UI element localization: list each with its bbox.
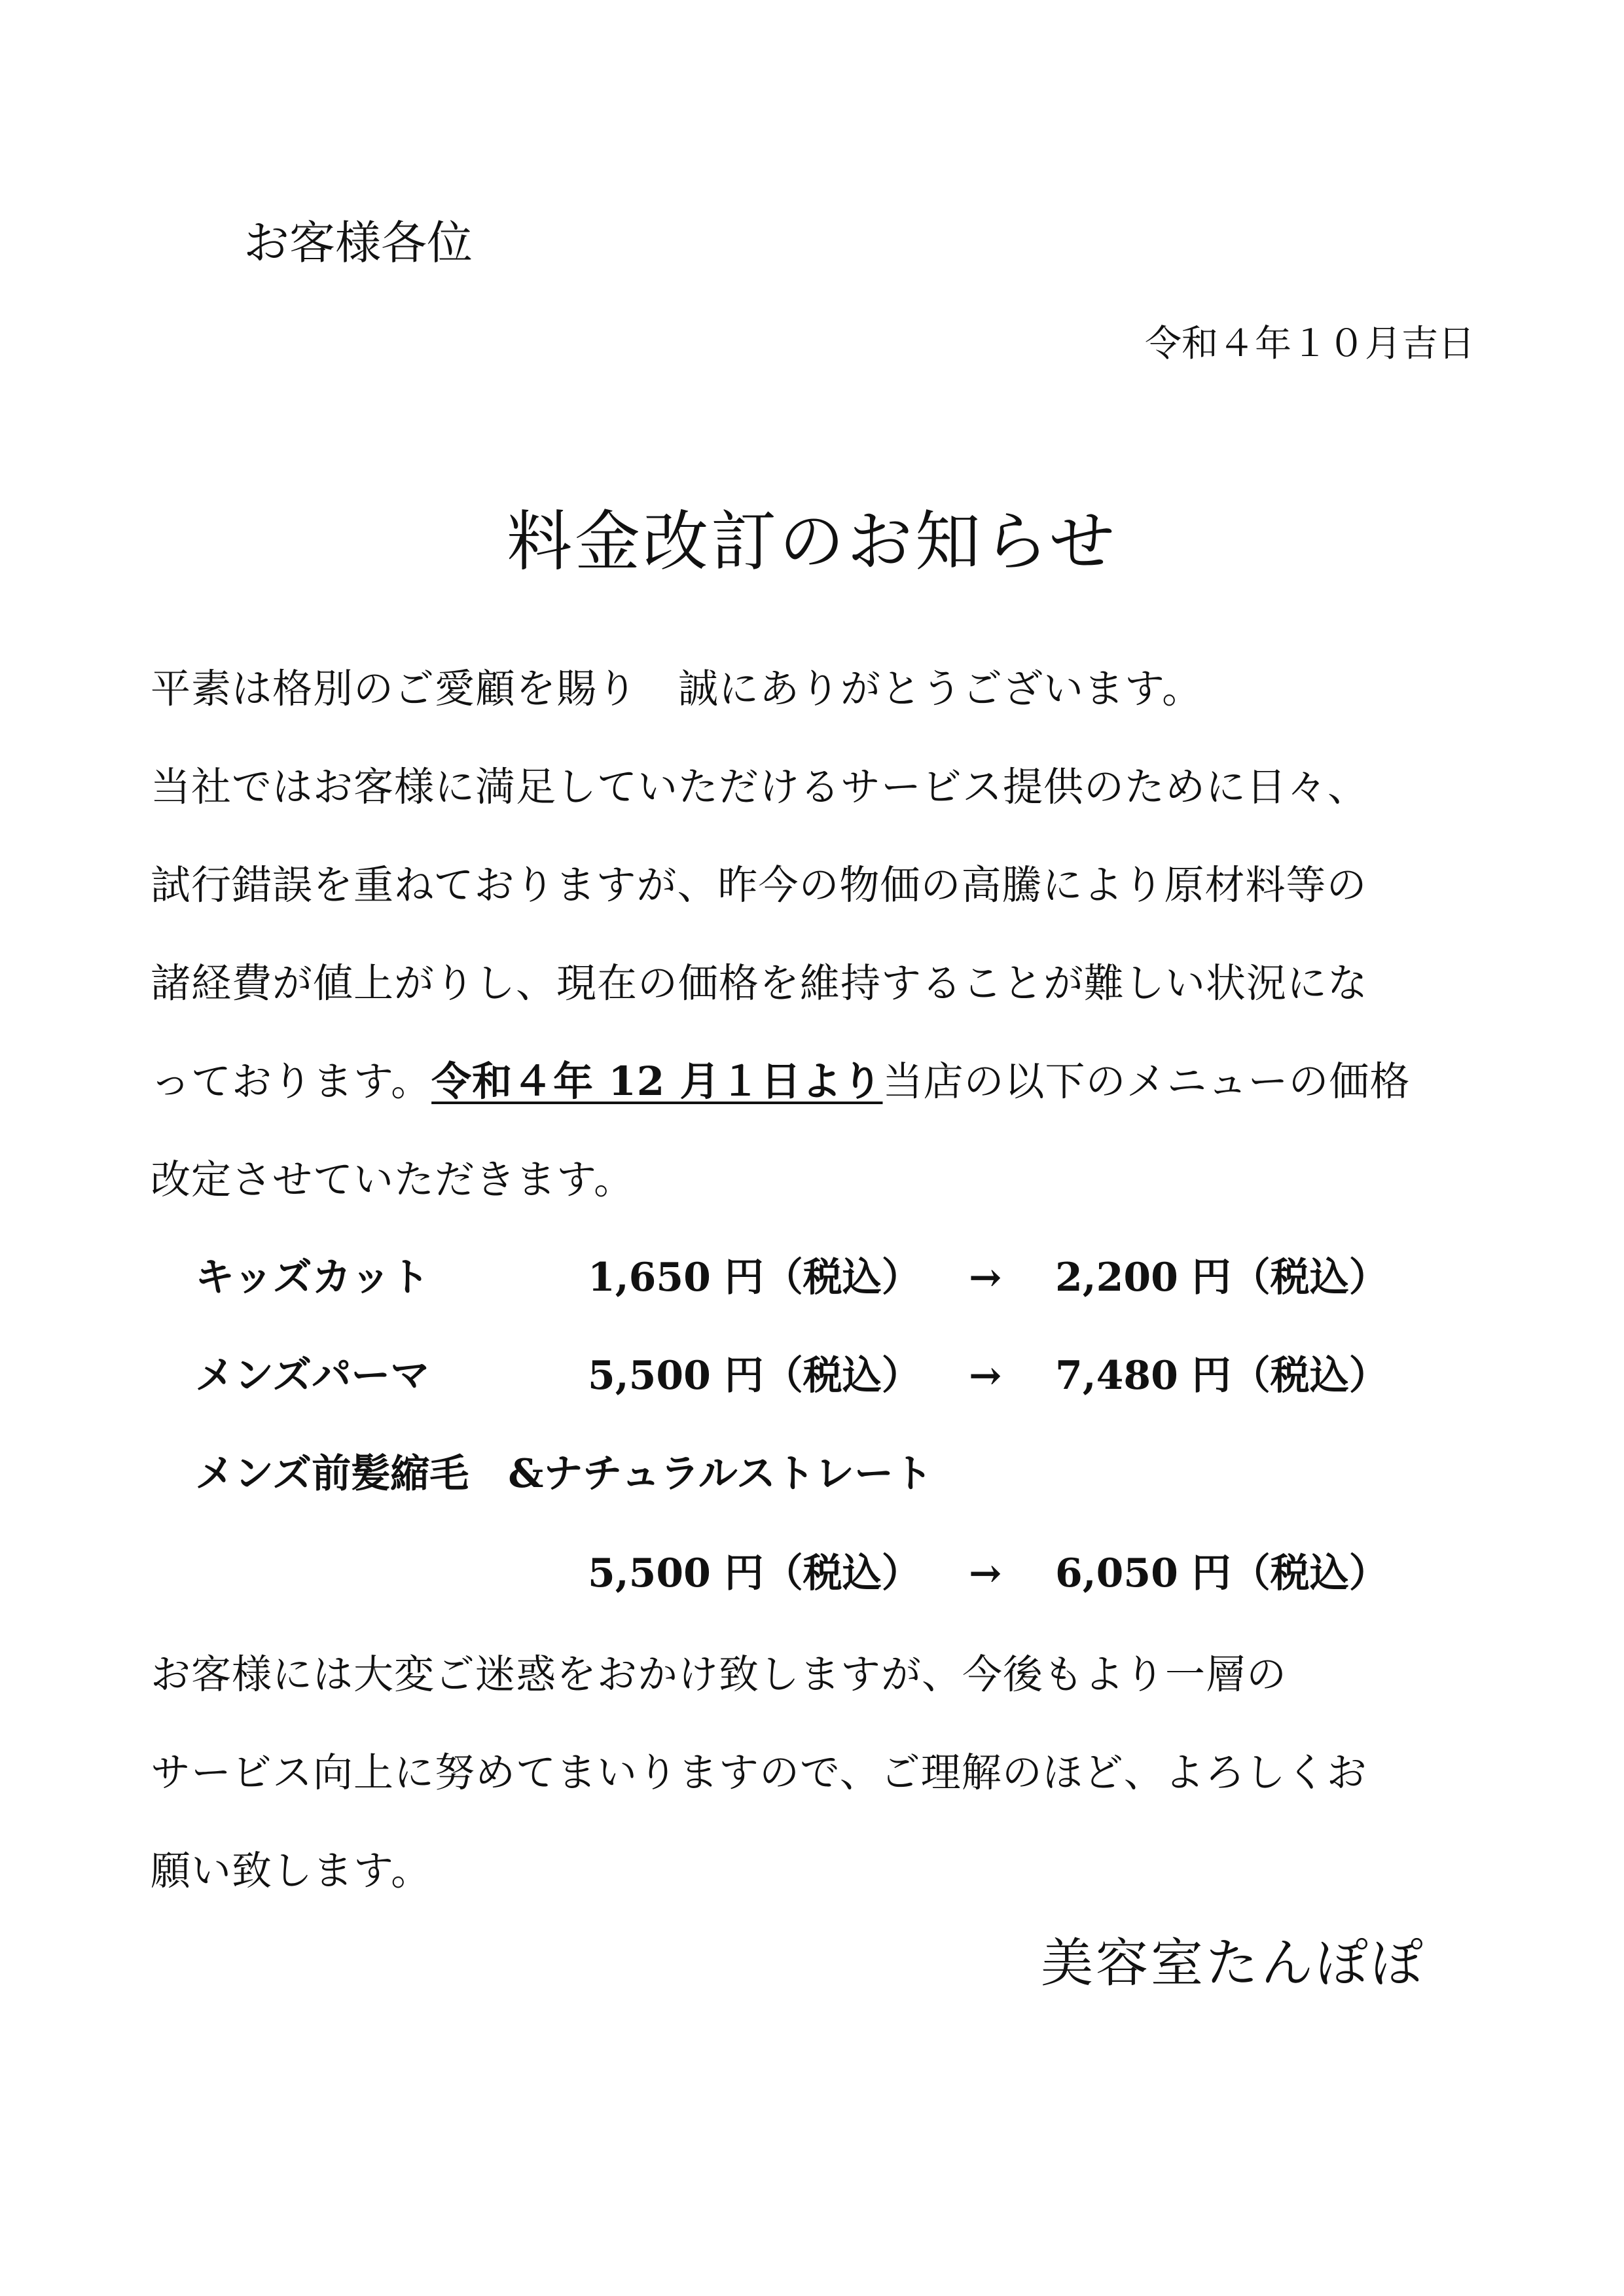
document-title: 料金改訂のお知らせ [507, 503, 1117, 580]
right-arrow-icon: → [969, 1551, 1002, 1596]
menu-item-name: メンズ前髪縮毛 &ナチュラルストレート [195, 1451, 933, 1497]
new-price: 6,050 円（税込） [1055, 1551, 1388, 1596]
body-line [151, 1058, 1411, 1105]
right-arrow-icon: → [969, 1353, 1002, 1399]
body-text: っております。 [151, 1058, 432, 1105]
menu-item-name: キッズカット [195, 1255, 430, 1300]
salon-signature: 美容室たんぽぽ [1041, 1933, 1426, 1994]
old-price: 5,500 円（税込） [588, 1353, 921, 1399]
body-line: 平素は格別のご愛顧を賜り 誠にありがとうございます。 [151, 666, 1203, 712]
old-price: 5,500 円（税込） [588, 1551, 921, 1596]
body-line: 試行錯誤を重ねておりますが、昨今の物価の高騰により原材料等の [151, 862, 1367, 908]
new-price: 7,480 円（税込） [1055, 1353, 1388, 1399]
body-line: サービス向上に努めてまいりますので、ご理解のほど、よろしくお [151, 1749, 1367, 1796]
menu-item-name: メンズパーマ [195, 1353, 430, 1399]
body-line: 当社ではお客様に満足していただけるサービス提供のために日々、 [151, 764, 1369, 810]
body-line: 願い致します。 [151, 1848, 432, 1894]
body-text: 当店の以下のメニューの価格 [882, 1058, 1411, 1105]
effective-date-emphasis: 令和４年 12 月１日より [431, 1058, 883, 1105]
salutation: お客様各位 [244, 216, 473, 270]
right-arrow-icon: → [969, 1255, 1002, 1300]
old-price: 1,650 円（税込） [588, 1255, 921, 1300]
new-price: 2,200 円（税込） [1055, 1255, 1388, 1300]
issue-date: 令和４年１０月吉日 [1145, 323, 1475, 365]
body-line: 諸経費が値上がりし、現在の価格を維持することが難しい状況にな [151, 960, 1369, 1007]
body-line: お客様には大変ご迷惑をおかけ致しますが、今後もより一層の [151, 1651, 1288, 1698]
body-line: 改定させていただきます。 [151, 1157, 635, 1203]
